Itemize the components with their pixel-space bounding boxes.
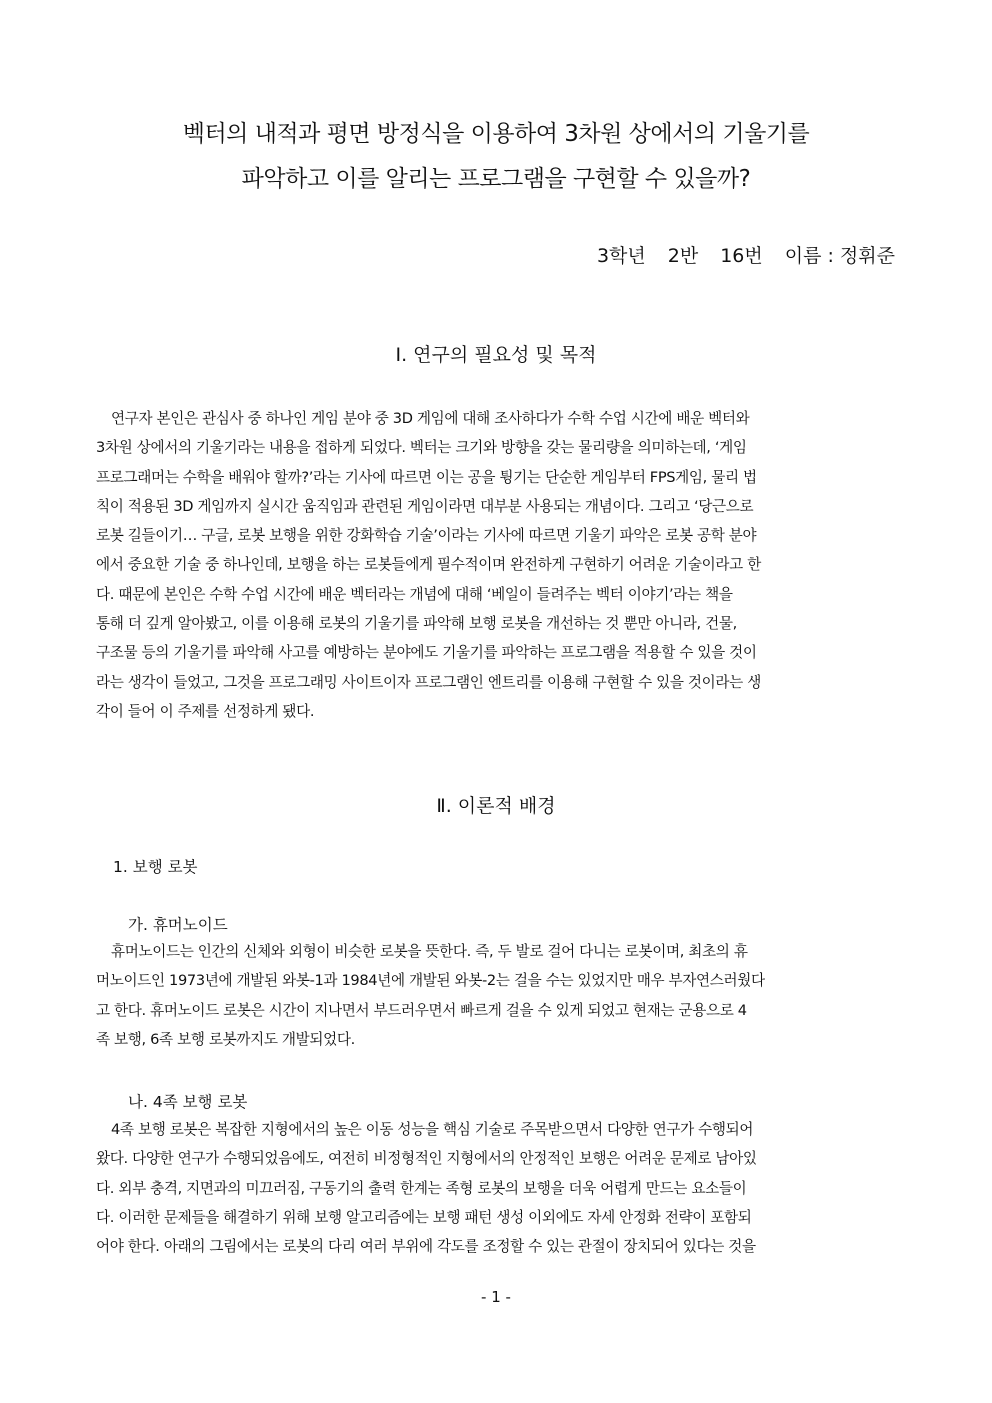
paragraph-line: 에서 중요한 기술 중 하나인데, 보행을 하는 로봇들에게 필수적이며 완전하게 구현하기 어려운 기술이라고 한 xyxy=(96,556,761,574)
subsection-a-paragraph xyxy=(96,937,896,1054)
paragraph-line: 라는 생각이 들었고, 그것을 프로그래밍 사이트이자 프로그램인 엔트리를 이용해 구현할 수 있을 것이라는 생 xyxy=(96,673,761,691)
subsection-1-heading: 1. 보행 로봇 xyxy=(113,858,198,876)
paragraph-line: 각이 들어 이 주제를 선정하게 됐다. xyxy=(96,702,315,720)
paragraph-line: 로봇 길들이기… 구글, 로봇 보행을 위한 강화학습 기술’이라는 기사에 따르면 기울기 파악은 로봇 공학 분야 xyxy=(96,527,757,545)
paragraph-line: 프로그래머는 수학을 배워야 할까?’라는 기사에 따르면 이는 공을 튕기는 단순한 게임부터 FPS게임, 물리 법 xyxy=(96,468,757,486)
document-title xyxy=(96,112,896,202)
paragraph-line: 다. 외부 충격, 지면과의 미끄러짐, 구동기의 출력 한계는 족형 로봇의 보행을 더욱 어렵게 만드는 요소들이 xyxy=(96,1179,747,1197)
paragraph-line: 휴머노이드는 인간의 신체와 외형이 비슷한 로봇을 뜻한다. 즉, 두 발로 걸어 다니는 로봇이며, 최초의 휴 xyxy=(111,943,748,960)
paragraph-line: 다. 이러한 문제들을 해결하기 위해 보행 알고리즘에는 보행 패턴 생성 이외에도 자세 안정화 전략이 포함되 xyxy=(96,1208,752,1226)
paragraph-line: 4족 보행 로봇은 복잡한 지형에서의 높은 이동 성능을 핵심 기술로 주목받으면서 다양한 연구가 수행되어 xyxy=(111,1121,754,1138)
section-1-paragraph xyxy=(96,404,896,726)
paragraph-line: 족 보행, 6족 보행 로봇까지도 개발되었다. xyxy=(96,1030,355,1048)
paragraph-line: 구조물 등의 기울기를 파악해 사고를 예방하는 분야에도 기울기를 파악하는 프로그램을 적용할 수 있을 것이 xyxy=(96,644,757,662)
section-1-heading: Ⅰ. 연구의 필요성 및 목적 xyxy=(395,344,597,366)
author-info xyxy=(597,241,895,268)
paragraph-line: 다. 때문에 본인은 수학 수업 시간에 배운 벡터라는 개념에 대해 ‘베일이 들려주는 벡터 이야기’라는 책을 xyxy=(96,585,733,603)
author-name: 이름 : 정휘준 xyxy=(784,245,895,267)
subsection-b-heading: 나. 4족 보행 로봇 xyxy=(128,1093,248,1111)
title-line-2: 파악하고 이를 알리는 프로그램을 구현할 수 있을까? xyxy=(241,166,751,192)
section-2-heading: Ⅱ. 이론적 배경 xyxy=(436,795,556,817)
subsection-a-heading: 가. 휴머노이드 xyxy=(128,916,228,934)
title-line-1: 벡터의 내적과 평면 방정식을 이용하여 3차원 상에서의 기울기를 xyxy=(182,121,810,147)
paragraph-line: 고 한다. 휴머노이드 로봇은 시간이 지나면서 부드러우면서 빠르게 걸을 수 있게 되었고 현재는 군용으로 4 xyxy=(96,1001,747,1019)
paragraph-line: 통해 더 깊게 알아봤고, 이를 이용해 로봇의 기울기를 파악해 보행 로봇을 개선하는 것 뿐만 아니라, 건물, xyxy=(96,615,737,633)
author-number: 16번 xyxy=(720,245,763,267)
page-number: - 1 - xyxy=(481,1288,511,1306)
paragraph-line: 연구자 본인은 관심사 중 하나인 게임 분야 중 3D 게임에 대해 조사하다가 수학 수업 시간에 배운 벡터와 xyxy=(111,410,750,427)
author-grade: 3학년 xyxy=(596,245,646,267)
paragraph-line: 어야 한다. 아래의 그림에서는 로봇의 다리 여러 부위에 각도를 조정할 수 있는 관절이 장치되어 있다는 것을 xyxy=(96,1238,756,1256)
paragraph-line: 머노이드인 1973년에 개발된 와봇-1과 1984년에 개발된 와봇-2는 걸을 수는 있었지만 매우 부자연스러웠다 xyxy=(96,972,765,990)
author-class: 2반 xyxy=(667,245,699,267)
paragraph-line: 칙이 적용된 3D 게임까지 실시간 움직임과 관련된 게임이라면 대부분 사용되는 개념이다. 그리고 ‘당근으로 xyxy=(96,497,754,515)
subsection-b-paragraph xyxy=(96,1115,896,1261)
paragraph-line: 왔다. 다양한 연구가 수행되었음에도, 여전히 비정형적인 지형에서의 안정적인 보행은 어려운 문제로 남아있 xyxy=(96,1150,757,1168)
paragraph-line: 3차원 상에서의 기울기라는 내용을 접하게 되었다. 벡터는 크기와 방향을 갖는 물리량을 의미하는데, ‘게임 xyxy=(96,439,747,457)
